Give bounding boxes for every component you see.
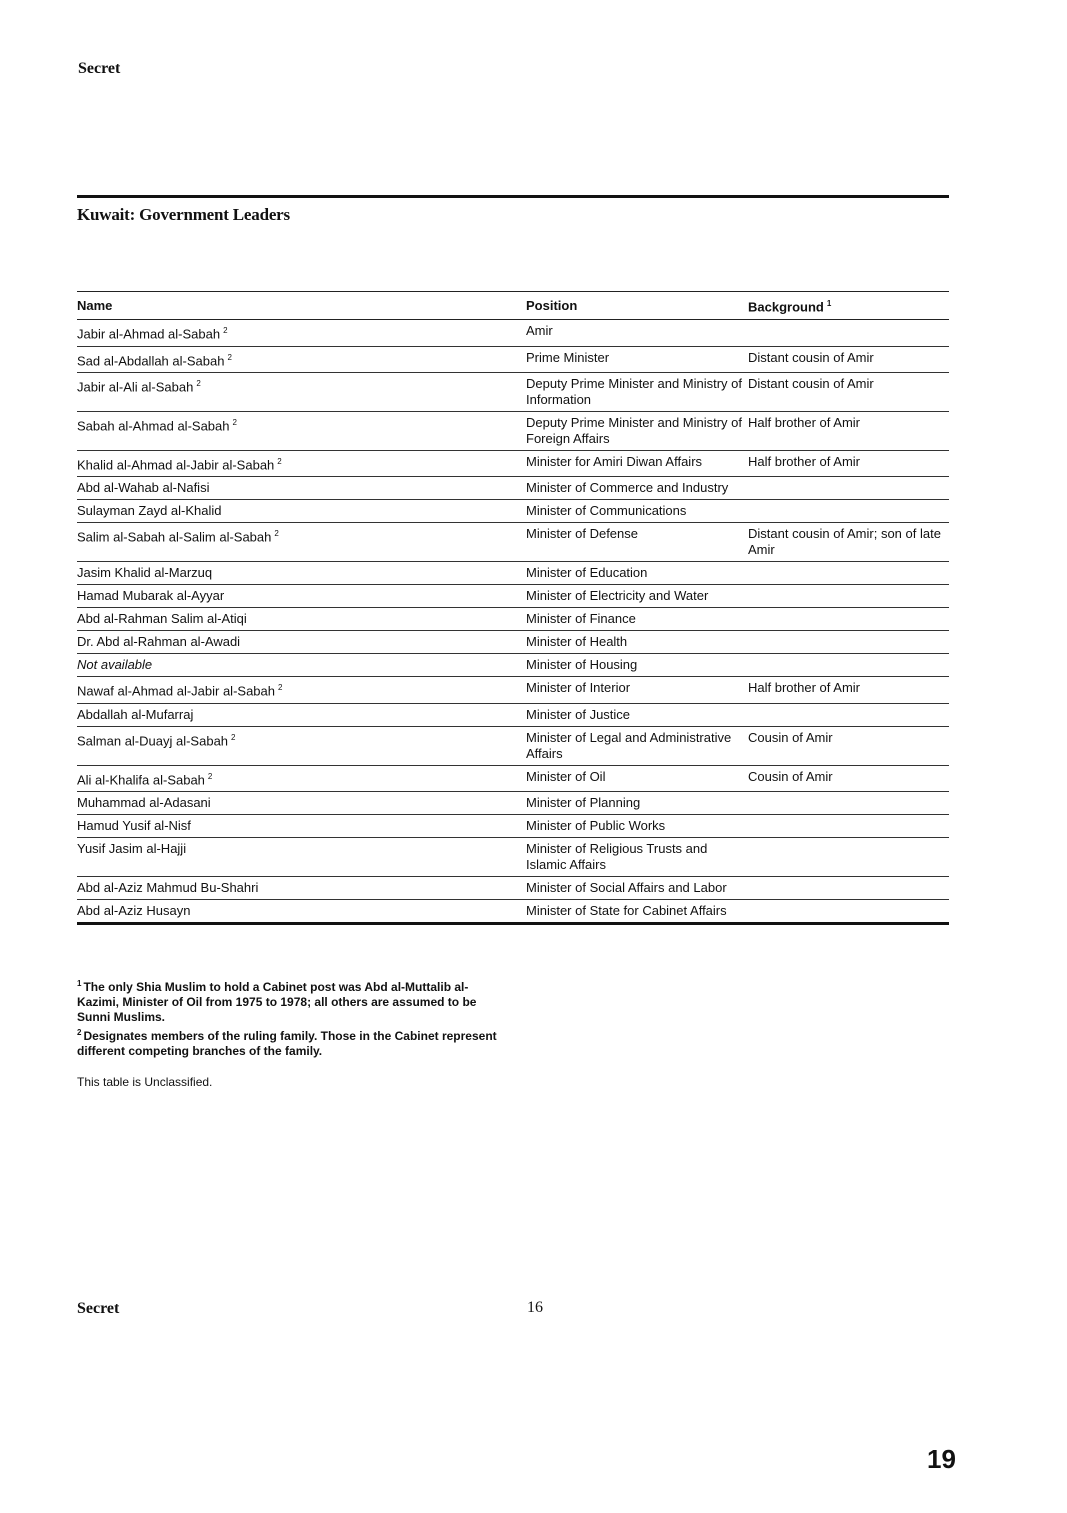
cell-position: Minister of State for Cabinet Affairs	[526, 899, 748, 923]
cell-background	[748, 477, 949, 500]
cell-background: Half brother of Amir	[748, 677, 949, 703]
cell-name	[77, 562, 526, 585]
table-row	[77, 585, 949, 608]
leader-name: Sad al-Abdallah al-Sabah	[77, 352, 225, 368]
column-header-background	[748, 292, 949, 320]
cell-background: Distant cousin of Amir	[748, 346, 949, 372]
sheet-number: 19	[927, 1444, 956, 1474]
footnote-marker: 2	[274, 529, 279, 539]
table-row	[77, 814, 949, 837]
government-leaders-table	[77, 291, 949, 925]
cell-position: Minister of Education	[526, 562, 748, 585]
footnote-marker: 2	[196, 378, 201, 388]
cell-position: Minister of Housing	[526, 654, 748, 677]
cell-name	[77, 631, 526, 654]
cell-background: Distant cousin of Amir; son of late Amir	[748, 523, 949, 562]
cell-name	[77, 500, 526, 523]
cell-position: Minister of Justice	[526, 703, 748, 726]
table-row	[77, 411, 949, 450]
cell-position: Minister of Commerce and Industry	[526, 477, 748, 500]
column-header-background-label: Background	[748, 299, 824, 315]
cell-name	[77, 477, 526, 500]
leader-name: Jabir al-Ahmad al-Sabah	[77, 326, 221, 342]
cell-name	[77, 791, 526, 814]
footnote-marker: 2	[223, 326, 228, 336]
cell-position: Minister of Finance	[526, 608, 748, 631]
leader-name: Abd al-Aziz Husayn	[77, 902, 191, 918]
cell-position: Minister of Public Works	[526, 814, 748, 837]
cell-name	[77, 703, 526, 726]
cell-position: Minister of Social Affairs and Labor	[526, 876, 748, 899]
leader-name: Not available	[77, 657, 153, 673]
footnotes	[77, 976, 507, 1059]
table-body	[77, 320, 949, 924]
top-rule	[77, 195, 949, 198]
table-row	[77, 726, 949, 765]
table-row	[77, 876, 949, 899]
footnote-marker: 2	[231, 732, 236, 742]
column-header-name: Name	[77, 297, 113, 313]
table-row	[77, 837, 949, 876]
leader-name: Yusif Jasim al-Hajji	[77, 840, 187, 856]
cell-background	[748, 631, 949, 654]
header-classification: Secret	[78, 60, 121, 77]
table-row	[77, 631, 949, 654]
cell-name	[77, 372, 526, 411]
cell-position: Minister of Interior	[526, 677, 748, 703]
footnote-text: Designates members of the ruling family. Those in the Cabinet represent different competing branches of the family.	[77, 1029, 497, 1058]
table-row	[77, 654, 949, 677]
cell-background	[748, 814, 949, 837]
leader-name: Abd al-Aziz Mahmud Bu-Shahri	[77, 879, 259, 895]
footnote-marker: 2	[207, 771, 213, 781]
leader-name: Hamud Yusif al-Nisf	[77, 817, 191, 833]
cell-name	[77, 837, 526, 876]
table-row	[77, 523, 949, 562]
cell-position: Minister of Communications	[526, 500, 748, 523]
cell-name	[77, 411, 526, 450]
table-row	[77, 791, 949, 814]
cell-name	[77, 320, 526, 346]
column-header-position: Position	[526, 297, 578, 313]
cell-background	[748, 500, 949, 523]
leader-name: Sabah al-Ahmad al-Sabah	[77, 418, 230, 434]
cell-position: Prime Minister	[526, 346, 748, 372]
leader-name: Jasim Khalid al-Marzuq	[77, 565, 213, 581]
cell-name	[77, 765, 526, 791]
leader-name: Nawaf al-Ahmad al-Jabir al-Sabah	[77, 683, 275, 699]
leader-name: Salman al-Duayj al-Sabah	[77, 732, 229, 748]
cell-name	[77, 585, 526, 608]
cell-name	[77, 876, 526, 899]
leader-name: Abd al-Rahman Salim al-Atiqi	[77, 611, 247, 627]
footnote-marker: 1	[826, 299, 832, 308]
leader-name: Muhammad al-Adasani	[77, 794, 211, 810]
table-row	[77, 450, 949, 476]
table-row	[77, 346, 949, 372]
table-row	[77, 703, 949, 726]
table-row	[77, 608, 949, 631]
footnote-marker: 2	[277, 683, 283, 693]
leader-name: Salim al-Sabah al-Salim al-Sabah	[77, 529, 272, 545]
leader-name: Ali al-Khalifa al-Sabah	[77, 771, 205, 787]
footnote-marker: 2	[277, 456, 282, 466]
table-row	[77, 677, 949, 703]
leader-name: Abd al-Wahab al-Nafisi	[77, 480, 210, 496]
footnote	[77, 1025, 507, 1059]
table-header-row	[77, 292, 949, 320]
cell-position: Deputy Prime Minister and Ministry of Information	[526, 372, 748, 411]
cell-position: Minister of Defense	[526, 523, 748, 562]
cell-background	[748, 562, 949, 585]
cell-background	[748, 608, 949, 631]
cell-background: Half brother of Amir	[748, 450, 949, 476]
table-row	[77, 477, 949, 500]
cell-background	[748, 654, 949, 677]
cell-name	[77, 450, 526, 476]
leader-name: Hamad Mubarak al-Ayyar	[77, 588, 225, 604]
table-row	[77, 765, 949, 791]
cell-position: Minister of Electricity and Water	[526, 585, 748, 608]
cell-background: Half brother of Amir	[748, 411, 949, 450]
footnote	[77, 976, 507, 1025]
cell-background: Cousin of Amir	[748, 726, 949, 765]
footnote-text: The only Shia Muslim to hold a Cabinet post was Abd al-Muttalib al-Kazimi, Minister of Oil from 1975 to 1978; all others are assumed to be Sunni Muslims.	[77, 980, 477, 1024]
cell-position: Amir	[526, 320, 748, 346]
cell-name	[77, 814, 526, 837]
cell-position: Minister of Oil	[526, 765, 748, 791]
table-row	[77, 372, 949, 411]
cell-name	[77, 654, 526, 677]
leader-name: Sulayman Zayd al-Khalid	[77, 503, 222, 519]
table-row	[77, 320, 949, 346]
cell-name	[77, 726, 526, 765]
footnote-marker: 2	[77, 1028, 82, 1037]
cell-name	[77, 899, 526, 923]
footnote-marker: 2	[227, 352, 232, 362]
footer-page-number: 16	[527, 1299, 543, 1316]
leader-name: Khalid al-Ahmad al-Jabir al-Sabah	[77, 457, 275, 473]
table-row	[77, 899, 949, 923]
leader-name: Jabir al-Ali al-Sabah	[77, 379, 194, 395]
table-row	[77, 500, 949, 523]
leader-name: Abdallah al-Mufarraj	[77, 706, 194, 722]
cell-position: Minister of Legal and Administrative Affairs	[526, 726, 748, 765]
cell-position: Minister of Religious Trusts and Islamic Affairs	[526, 837, 748, 876]
cell-background	[748, 876, 949, 899]
leader-name: Dr. Abd al-Rahman al-Awadi	[77, 634, 241, 650]
cell-position: Minister for Amiri Diwan Affairs	[526, 450, 748, 476]
cell-background	[748, 837, 949, 876]
cell-position: Deputy Prime Minister and Ministry of Foreign Affairs	[526, 411, 748, 450]
cell-background: Cousin of Amir	[748, 765, 949, 791]
cell-background	[748, 320, 949, 346]
cell-name	[77, 346, 526, 372]
footnote-marker: 2	[232, 417, 237, 427]
cell-background	[748, 791, 949, 814]
footnote-marker: 1	[77, 979, 82, 988]
cell-name	[77, 608, 526, 631]
table-classification-note: This table is Unclassified.	[77, 1075, 213, 1089]
cell-background	[748, 585, 949, 608]
footer-classification: Secret	[77, 1300, 120, 1317]
cell-position: Minister of Planning	[526, 791, 748, 814]
table-title: Kuwait: Government Leaders	[77, 205, 290, 224]
table-row	[77, 562, 949, 585]
cell-background: Distant cousin of Amir	[748, 372, 949, 411]
cell-name	[77, 523, 526, 562]
cell-background	[748, 703, 949, 726]
cell-name	[77, 677, 526, 703]
cell-position: Minister of Health	[526, 631, 748, 654]
cell-background	[748, 899, 949, 923]
